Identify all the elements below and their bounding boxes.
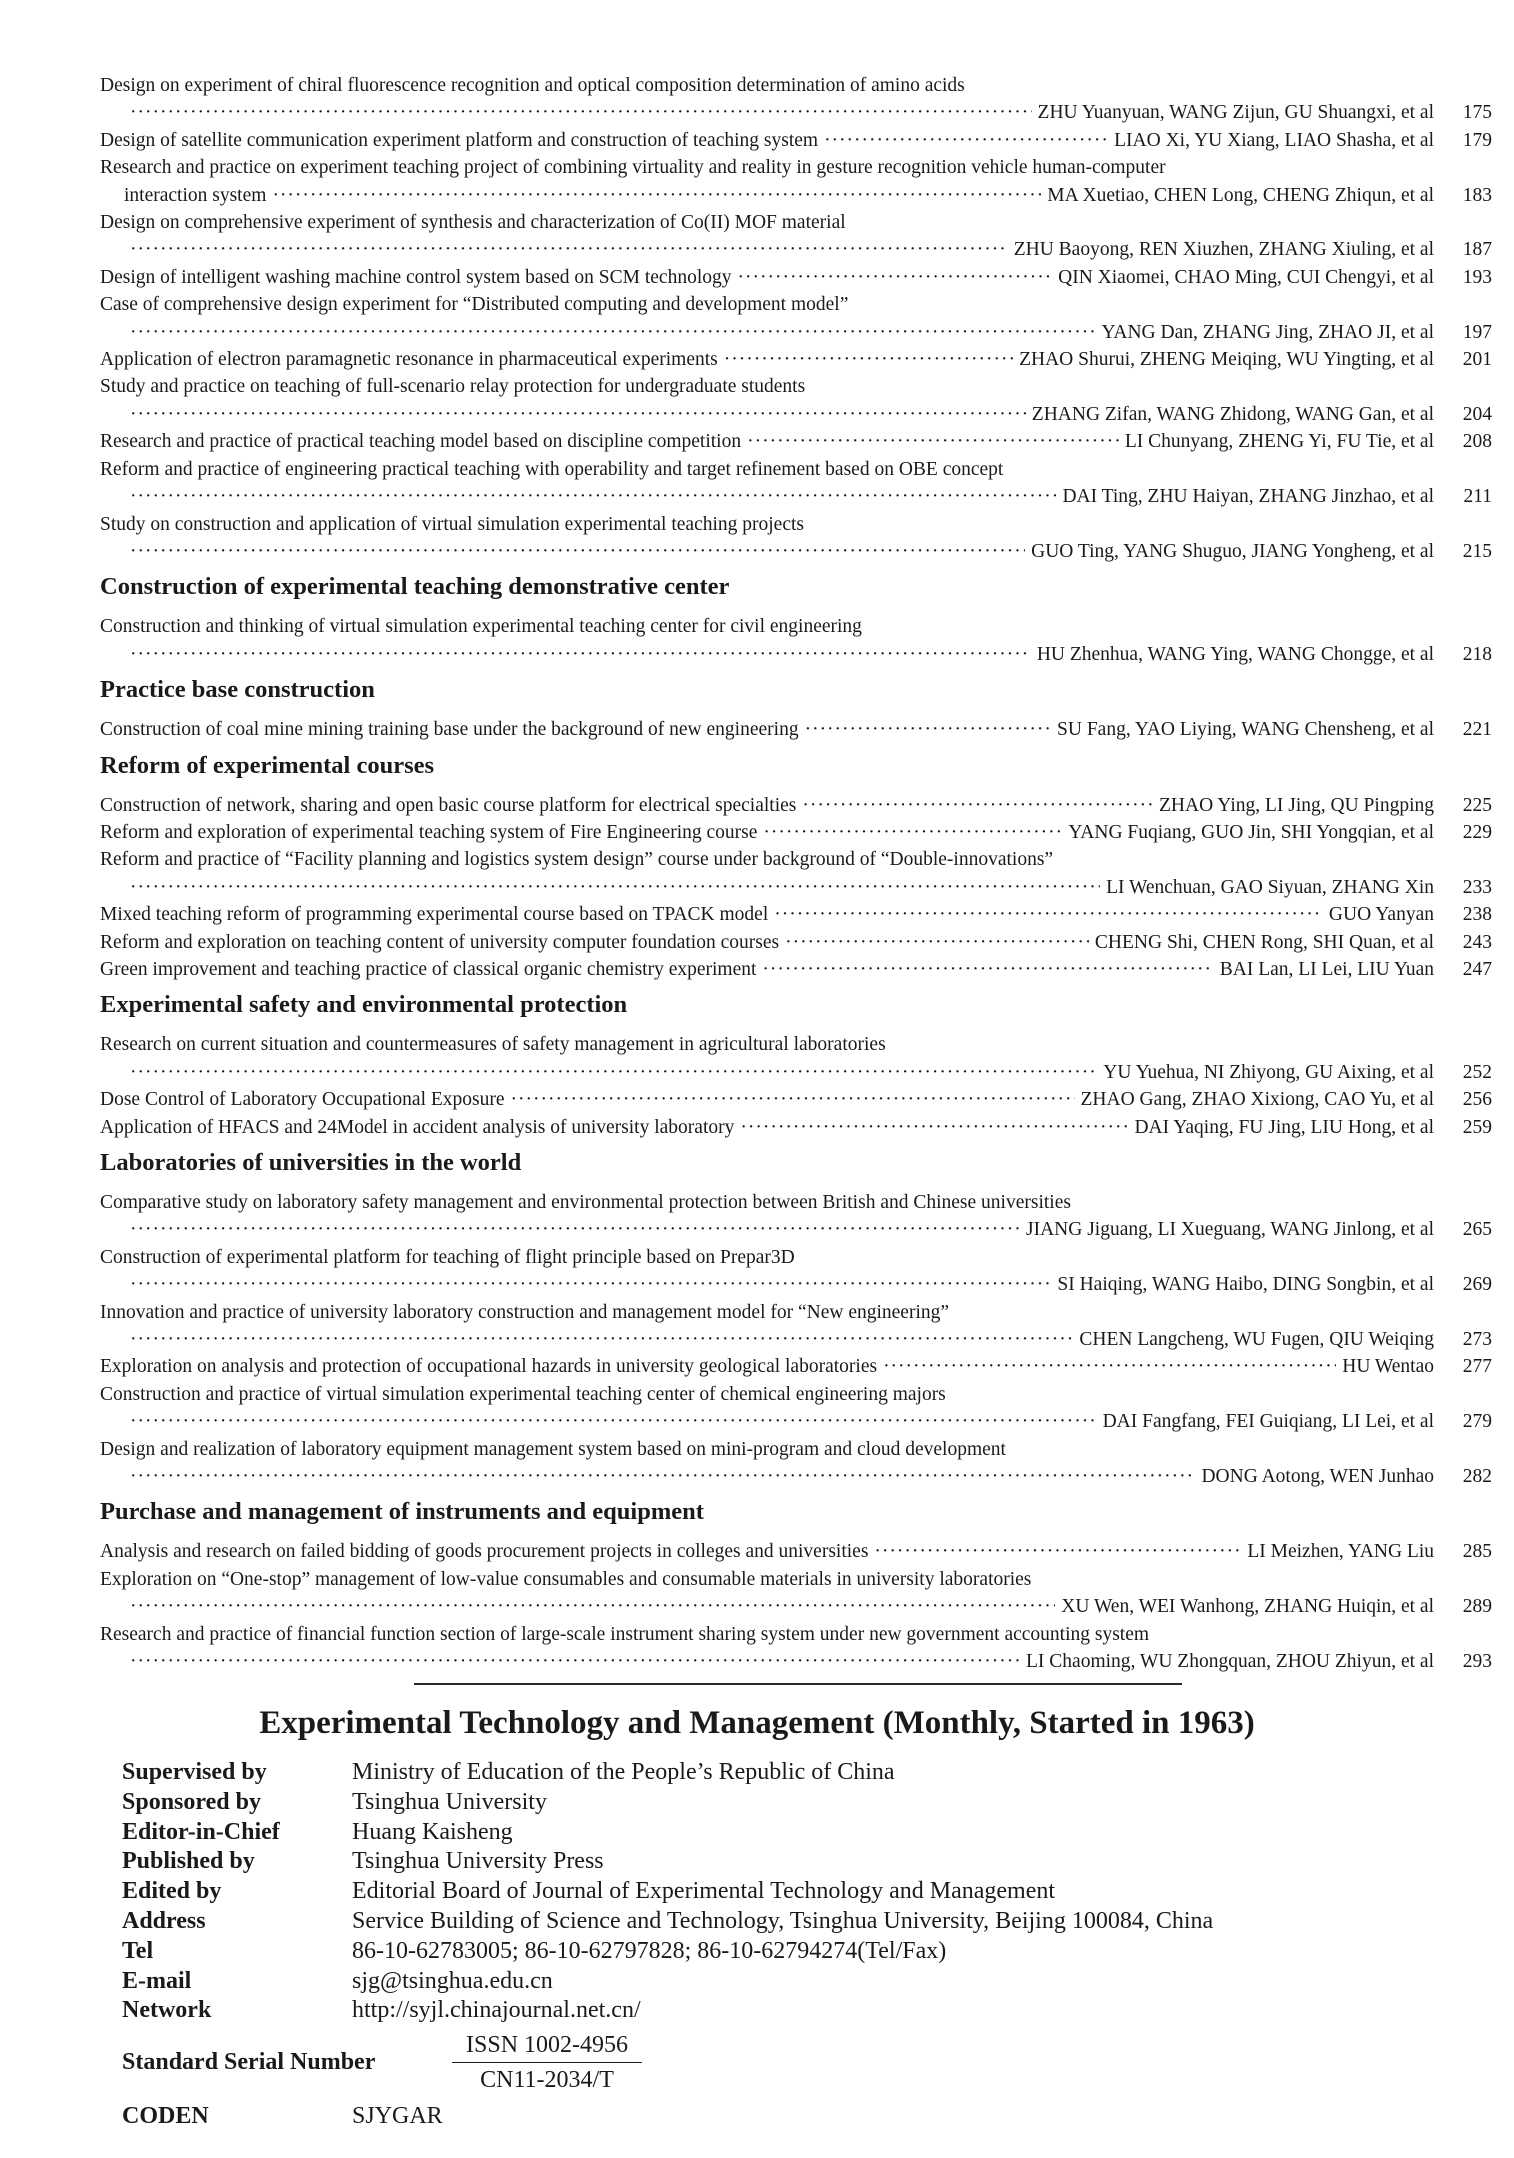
entry-line (100, 291, 1434, 318)
entry-line (100, 1189, 1434, 1216)
toc-entry[interactable] (100, 1381, 1492, 1436)
info-value: sjg@tsinghua.edu.cn (352, 1967, 553, 1994)
entry-page: 204 (1462, 403, 1492, 425)
entry-title: Design of intelligent washing machine control system based on SCM technology (100, 266, 732, 288)
entry-title: Construction and thinking of virtual simulation experimental teaching center for civil engineering (100, 616, 862, 638)
leader-dots (763, 819, 1062, 846)
toc-entry[interactable] (100, 846, 1492, 901)
entry-line (100, 511, 1434, 538)
toc-entry[interactable] (100, 716, 1492, 743)
entry-line (100, 1566, 1434, 1593)
entry-line (100, 1244, 1434, 1271)
entry-page: 279 (1462, 1411, 1492, 1433)
info-row (122, 1996, 1213, 2026)
entry-line (100, 1299, 1434, 1326)
entry-page: 243 (1462, 931, 1492, 953)
entry-line (100, 846, 1434, 873)
serial-number-label: Standard Serial Number (122, 2049, 376, 2076)
info-row (122, 1907, 1213, 1937)
entry-title: Construction and practice of virtual simulation experimental teaching center of chemical engineering majors (100, 1383, 946, 1405)
entry-authors: ZHU Yuanyuan, WANG Zijun, GU Shuangxi, et al (1037, 102, 1434, 124)
entry-line (100, 956, 1492, 983)
entry-page: 269 (1462, 1274, 1492, 1296)
entry-title: Research and practice on experiment teaching project of combining virtuality and reality in gesture recognition vehicle human-computer (100, 157, 1166, 179)
leader-dots (130, 401, 1026, 428)
entry-title: Design on experiment of chiral fluorescence recognition and optical composition determination of amino acids (100, 75, 965, 96)
entry-title: Reform and exploration of experimental teaching system of Fire Engineering course (100, 821, 758, 843)
toc-entry[interactable] (100, 373, 1492, 428)
entry-line (100, 428, 1492, 455)
toc-entry[interactable] (100, 956, 1492, 983)
info-value: Service Building of Science and Technology, Tsinghua University, Beijing 100084, China (352, 1907, 1214, 1934)
info-value: Ministry of Education of the People’s Republic of China (352, 1759, 895, 1785)
leader-dots (130, 1593, 1055, 1620)
leader-dots (883, 1353, 1336, 1380)
entry-title: Construction of network, sharing and open basic course platform for electrical specialties (100, 794, 797, 816)
entry-page: 259 (1462, 1116, 1492, 1138)
toc-entry[interactable] (100, 72, 1492, 127)
entry-title: Dose Control of Laboratory Occupational Exposure (100, 1089, 505, 1111)
entry-title: Exploration on “One-stop” management of low-value consumables and consumable materials in university laboratories (100, 1568, 1032, 1590)
journal-title: Experimental Technology and Management (Monthly, Started in 1963) (259, 1705, 1255, 1741)
entry-title: Construction of coal mine mining training base under the background of new engineering (100, 719, 799, 741)
toc-entry[interactable] (100, 1299, 1492, 1354)
entry-authors: LI Meizhen, YANG Liu (1247, 1541, 1434, 1563)
entry-line (100, 319, 1492, 346)
entry-line (100, 373, 1434, 400)
entry-page: 252 (1462, 1061, 1492, 1083)
leader-dots (774, 901, 1323, 928)
entry-line (100, 1621, 1434, 1648)
entry-authors: ZHAO Ying, LI Jing, QU Pingping (1159, 794, 1434, 816)
coden-row (122, 2101, 1213, 2131)
toc-entry[interactable] (100, 346, 1492, 373)
entry-page: 238 (1462, 904, 1492, 926)
entry-title: Application of electron paramagnetic resonance in pharmaceutical experiments (100, 349, 718, 371)
entry-page: 225 (1462, 794, 1492, 816)
serial-number-row (122, 2030, 1213, 2095)
entry-line (100, 236, 1492, 263)
entry-authors: HU Wentao (1342, 1356, 1434, 1378)
info-label: Published by (122, 1848, 255, 1875)
entry-title: Research and practice of practical teaching model based on discipline competition (100, 431, 742, 453)
entry-line (100, 127, 1492, 154)
entry-authors: LI Chunyang, ZHENG Yi, FU Tie, et al (1124, 431, 1434, 453)
info-row (122, 1937, 1213, 1967)
entry-authors: LIAO Xi, YU Xiang, LIAO Shasha, et al (1114, 129, 1434, 151)
entry-authors: ZHU Baoyong, REN Xiuzhen, ZHANG Xiuling, et al (1013, 239, 1434, 261)
toc-entry[interactable] (100, 456, 1492, 511)
entry-title: Comparative study on laboratory safety management and environmental protection between British and Chinese universities (100, 1192, 1071, 1213)
entry-line (100, 264, 1492, 291)
leader-dots (130, 1408, 1097, 1435)
entry-page: 282 (1462, 1466, 1492, 1488)
entry-line (100, 72, 1434, 99)
entry-title: Reform and practice of “Facility planning and logistics system design” course under background of “Double-innovations” (100, 849, 1054, 871)
info-row (122, 1818, 1213, 1848)
section-heading: Purchase and management of instruments and equipment (100, 1498, 704, 1526)
entry-page: 265 (1462, 1219, 1492, 1241)
leader-dots (130, 483, 1056, 510)
info-value: Tsinghua University (352, 1788, 547, 1815)
leader-dots (740, 1114, 1128, 1141)
entry-line (100, 1436, 1434, 1463)
toc-entry[interactable] (100, 428, 1492, 455)
entry-page: 197 (1462, 321, 1492, 343)
toc-entry[interactable] (100, 1621, 1492, 1676)
info-label: Address (122, 1907, 206, 1934)
entry-title: Design of satellite communication experiment platform and construction of teaching system (100, 129, 819, 151)
section-heading: Experimental safety and environmental protection (100, 991, 628, 1019)
toc-entry[interactable] (100, 1189, 1492, 1244)
toc-entry[interactable] (100, 901, 1492, 928)
entry-title: Design and realization of laboratory equipment management system based on mini-program and cloud development (100, 1438, 1006, 1460)
entry-authors: CHENG Shi, CHEN Rong, SHI Quan, et al (1094, 931, 1434, 953)
entry-title: Study and practice on teaching of full-scenario relay protection for undergraduate students (100, 376, 806, 398)
entry-title: Application of HFACS and 24Model in accident analysis of university laboratory (100, 1116, 735, 1138)
entry-page: 179 (1462, 129, 1492, 151)
leader-dots (130, 236, 1008, 263)
toc-entry[interactable] (100, 1114, 1492, 1141)
entry-authors: BAI Lan, LI Lei, LIU Yuan (1219, 958, 1434, 980)
entry-line (100, 716, 1492, 743)
info-value: Tsinghua University Press (352, 1848, 604, 1875)
toc-entry[interactable] (100, 929, 1492, 956)
toc-entry[interactable] (100, 127, 1492, 154)
entry-authors: GUO Ting, YANG Shuguo, JIANG Yongheng, et al (1031, 540, 1434, 562)
leader-dots (130, 1463, 1195, 1490)
entry-line (100, 874, 1492, 901)
entry-title: Reform and practice of engineering practical teaching with operability and target refinement based on OBE concept (100, 458, 1004, 480)
info-value: http://syjl.chinajournal.net.cn/ (352, 1997, 641, 2024)
info-label: Sponsored by (122, 1788, 261, 1815)
entry-page: 208 (1462, 431, 1492, 453)
entry-authors: QIN Xiaomei, CHAO Ming, CUI Chengyi, et al (1058, 266, 1434, 288)
entry-authors: DAI Yaqing, FU Jing, LIU Hong, et al (1134, 1116, 1434, 1138)
leader-dots (802, 792, 1153, 819)
leader-dots (762, 956, 1213, 983)
entry-title: Research and practice of financial function section of large-scale instrument sharing system under new government accounting system (100, 1623, 1150, 1645)
entry-authors: YU Yuehua, NI Zhiyong, GU Aixing, et al (1103, 1061, 1434, 1083)
info-value: Editorial Board of Journal of Experimental Technology and Management (352, 1878, 1056, 1905)
entry-authors: DAI Fangfang, FEI Guiqiang, LI Lei, et al (1102, 1411, 1434, 1433)
entry-line (100, 1326, 1492, 1353)
toc-entry[interactable] (100, 1244, 1492, 1299)
entry-page: 273 (1462, 1329, 1492, 1351)
leader-dots (130, 1216, 1020, 1243)
leader-dots (130, 874, 1100, 901)
entry-page: 247 (1462, 958, 1492, 980)
entry-page: 183 (1462, 184, 1492, 206)
entry-title-continued: interaction system (124, 184, 267, 206)
toc-entry[interactable] (100, 819, 1492, 846)
entry-line (100, 154, 1434, 181)
info-row (122, 1758, 1213, 1788)
entry-line (100, 1353, 1492, 1380)
entry-title: Research on current situation and countermeasures of safety management in agricultural laboratories (100, 1034, 886, 1056)
entry-authors: YANG Fuqiang, GUO Jin, SHI Yongqian, et al (1068, 821, 1434, 843)
entry-line (100, 1271, 1492, 1298)
info-label: Edited by (122, 1878, 222, 1905)
toc-entry[interactable] (100, 209, 1492, 264)
entry-page: 285 (1462, 1541, 1492, 1563)
serial-number-fraction (452, 2030, 642, 2095)
entry-line (100, 1059, 1492, 1086)
leader-dots (785, 929, 1089, 956)
info-label: Editor-in-Chief (122, 1818, 280, 1845)
toc-entry[interactable] (100, 154, 1492, 209)
entry-line (100, 641, 1492, 668)
info-label: E-mail (122, 1967, 192, 1994)
leader-dots (130, 641, 1031, 668)
entry-line (100, 1216, 1492, 1243)
toc-entry[interactable] (100, 1353, 1492, 1380)
entry-page: 201 (1462, 349, 1492, 371)
leader-dots (130, 1059, 1097, 1086)
entry-page: 229 (1462, 821, 1492, 843)
info-label: Network (122, 1997, 212, 2024)
section-heading: Laboratories of universities in the world (100, 1149, 522, 1176)
leader-dots (737, 264, 1052, 291)
entry-line (100, 1648, 1492, 1675)
info-row (122, 1877, 1213, 1907)
toc-entry[interactable] (100, 1538, 1492, 1565)
entry-page: 233 (1462, 876, 1492, 898)
toc-entry[interactable] (100, 1436, 1492, 1491)
entry-line (100, 401, 1492, 428)
info-row (122, 1788, 1213, 1818)
toc-entry[interactable] (100, 613, 1492, 668)
leader-dots (130, 1271, 1051, 1298)
entry-title: Design on comprehensive experiment of synthesis and characterization of Co(II) MOF material (100, 212, 846, 234)
entry-line (100, 819, 1492, 846)
entry-authors: HU Zhenhua, WANG Ying, WANG Chongge, et al (1036, 643, 1434, 665)
info-row (122, 1967, 1213, 1997)
entry-title: Construction of experimental platform for teaching of flight principle based on Prepar3D (100, 1246, 795, 1268)
section-heading: Reform of experimental courses (100, 751, 435, 779)
entry-line (100, 1463, 1492, 1490)
cn-value: CN11-2034/T (480, 2067, 614, 2094)
section-heading: Construction of experimental teaching demonstrative center (100, 573, 730, 601)
entry-title: Mixed teaching reform of programming experimental course based on TPACK model (100, 904, 769, 926)
toc-entry[interactable] (100, 792, 1492, 819)
leader-dots (130, 1648, 1020, 1675)
leader-dots (130, 319, 1095, 346)
entry-line (100, 538, 1492, 565)
entry-authors: DAI Ting, ZHU Haiyan, ZHANG Jinzhao, et al (1062, 486, 1434, 508)
leader-dots (747, 428, 1119, 455)
entry-line (100, 182, 1492, 209)
entry-page: 187 (1462, 239, 1492, 261)
entry-authors: YANG Dan, ZHANG Jing, ZHAO JI, et al (1101, 321, 1434, 343)
leader-dots (874, 1538, 1241, 1565)
entry-page: 193 (1462, 266, 1492, 288)
entry-title: Reform and exploration on teaching content of university computer foundation courses (100, 931, 780, 953)
entry-authors: GUO Yanyan (1328, 904, 1434, 926)
info-label: Supervised by (122, 1759, 267, 1785)
entry-line (100, 901, 1492, 928)
entry-line (100, 209, 1434, 236)
table-of-contents (100, 72, 1492, 1676)
entry-page: 293 (1462, 1651, 1492, 1673)
entry-authors: ZHANG Zifan, WANG Zhidong, WANG Gan, et al (1031, 403, 1434, 425)
entry-line (100, 1381, 1434, 1408)
entry-authors: MA Xuetiao, CHEN Long, CHENG Zhiqun, et al (1047, 184, 1434, 206)
entry-page: 215 (1462, 540, 1492, 562)
entry-authors: SI Haiqing, WANG Haibo, DING Songbin, et al (1057, 1274, 1434, 1296)
toc-entry[interactable] (100, 1086, 1492, 1113)
toc-entry[interactable] (100, 1566, 1492, 1621)
toc-entry[interactable] (100, 1031, 1492, 1086)
entry-line (100, 1408, 1492, 1435)
coden-value: SJYGAR (352, 2103, 443, 2130)
entry-line (100, 1114, 1492, 1141)
entry-line (100, 1086, 1492, 1113)
entry-line (100, 1538, 1492, 1565)
entry-authors: JIANG Jiguang, LI Xueguang, WANG Jinlong, et al (1026, 1219, 1434, 1241)
toc-entry[interactable] (100, 511, 1492, 566)
entry-authors: LI Wenchuan, GAO Siyuan, ZHANG Xin (1106, 876, 1434, 898)
divider (414, 1683, 1182, 1685)
entry-line (100, 792, 1492, 819)
entry-line (100, 99, 1492, 126)
leader-dots (130, 1326, 1073, 1353)
entry-line (100, 1593, 1492, 1620)
entry-authors: ZHAO Gang, ZHAO Xixiong, CAO Yu, et al (1080, 1089, 1434, 1111)
info-value: Huang Kaisheng (352, 1818, 513, 1845)
entry-authors: XU Wen, WEI Wanhong, ZHANG Huiqin, et al (1061, 1596, 1434, 1618)
coden-label: CODEN (122, 2103, 209, 2130)
leader-dots (805, 716, 1051, 743)
toc-entry[interactable] (100, 264, 1492, 291)
leader-dots (130, 99, 1032, 126)
entry-page: 289 (1462, 1596, 1492, 1618)
entry-title: Green improvement and teaching practice of classical organic chemistry experiment (100, 958, 757, 980)
leader-dots (272, 182, 1041, 209)
entry-page: 211 (1463, 486, 1492, 508)
info-value: 86-10-62783005; 86-10-62797828; 86-10-62794274(Tel/Fax) (352, 1937, 947, 1964)
entry-authors: DONG Aotong, WEN Junhao (1201, 1466, 1434, 1488)
issn-value: ISSN 1002-4956 (452, 2030, 642, 2063)
entry-title: Exploration on analysis and protection of occupational hazards in university geological laboratories (100, 1356, 878, 1378)
entry-page: 221 (1462, 719, 1492, 741)
entry-authors: SU Fang, YAO Liying, WANG Chensheng, et al (1057, 719, 1434, 741)
entry-line (100, 613, 1434, 640)
entry-authors: CHEN Langcheng, WU Fugen, QIU Weiqing (1079, 1329, 1434, 1351)
entry-line (100, 929, 1492, 956)
entry-title: Analysis and research on failed bidding of goods procurement projects in colleges and universities (100, 1541, 869, 1563)
entry-title: Case of comprehensive design experiment for “Distributed computing and development model” (100, 294, 849, 316)
entry-page: 277 (1462, 1356, 1492, 1378)
entry-title: Study on construction and application of virtual simulation experimental teaching projects (100, 513, 804, 535)
journal-info (122, 1758, 1213, 2131)
toc-entry[interactable] (100, 291, 1492, 346)
entry-line (100, 483, 1492, 510)
leader-dots (824, 127, 1108, 154)
entry-title: Innovation and practice of university laboratory construction and management model for “New engineering” (100, 1301, 950, 1323)
entry-authors: LI Chaoming, WU Zhongquan, ZHOU Zhiyun, et al (1026, 1651, 1434, 1673)
entry-page: 175 (1462, 102, 1492, 124)
section-heading: Practice base construction (100, 676, 375, 704)
entry-page: 256 (1462, 1089, 1492, 1111)
info-row (122, 1847, 1213, 1877)
entry-page: 218 (1462, 643, 1492, 665)
entry-line (100, 1031, 1434, 1058)
leader-dots (511, 1086, 1075, 1113)
entry-line (100, 456, 1434, 483)
entry-line (100, 346, 1492, 373)
leader-dots (130, 538, 1025, 565)
leader-dots (724, 346, 1013, 373)
entry-authors: ZHAO Shurui, ZHENG Meiqing, WU Yingting, et al (1019, 349, 1434, 371)
info-label: Tel (122, 1937, 154, 1964)
